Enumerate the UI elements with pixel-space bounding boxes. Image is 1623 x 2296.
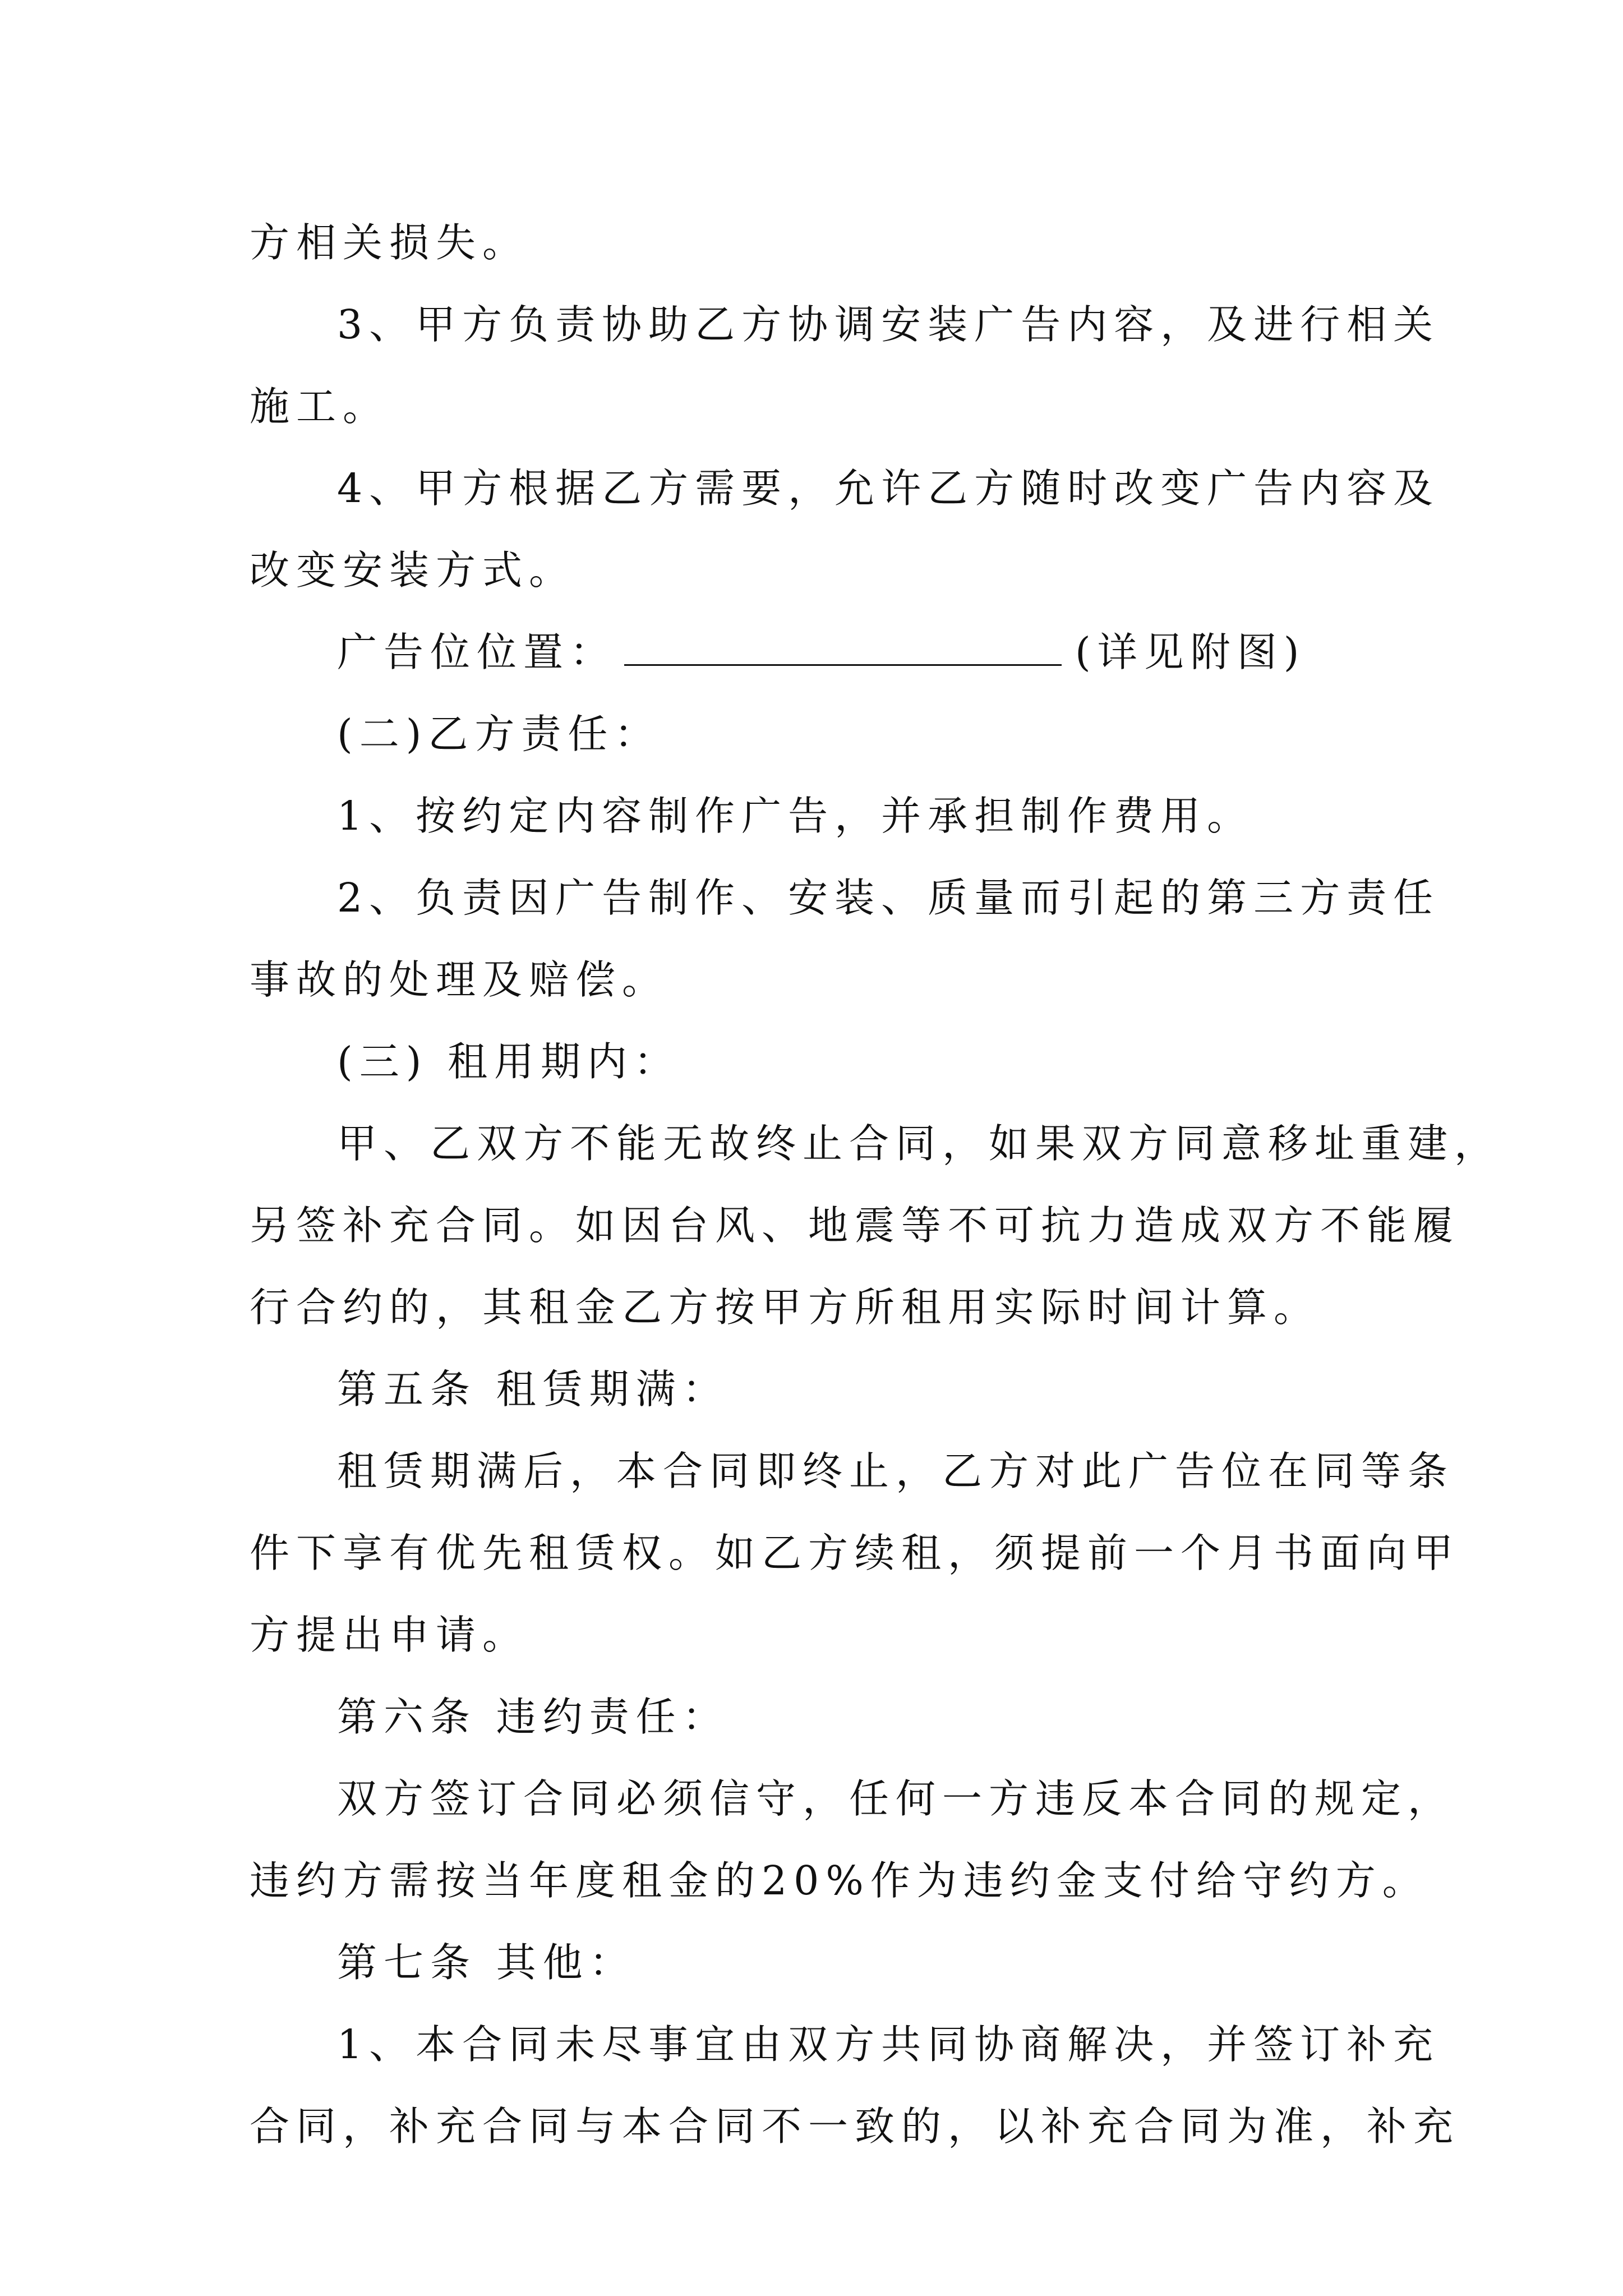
section-heading: (三) 租用期内：: [337, 1038, 680, 1085]
paragraph-line: 违约方需按当年度租金的20%作为违约金支付给守约方。: [250, 1857, 1429, 1904]
paragraph-line: 施工。: [250, 383, 390, 430]
section-heading: (二)乙方责任：: [337, 711, 661, 757]
paragraph-line: 事故的处理及赔偿。: [250, 956, 669, 1003]
paragraph-line: 1、按约定内容制作广告，并承担制作费用。: [337, 793, 1254, 839]
document-body: [250, 202, 1501, 2168]
ad-position-line: [250, 611, 1377, 693]
article-heading: 第五条 租赁期满：: [337, 1366, 729, 1412]
paragraph-line: 4、甲方根据乙方需要，允许乙方随时改变广告内容及: [337, 465, 1440, 512]
paragraph-line: 1、本合同未尽事宜由双方共同协商解决，并签订补充: [337, 2021, 1440, 2068]
paragraph-line: 方提出申请。: [250, 1612, 529, 1658]
article-heading: 第六条 违约责任：: [337, 1694, 729, 1740]
ad-position-note: (详见附图): [1075, 629, 1306, 675]
paragraph-line: 3、甲方负责协助乙方协调安装广告内容，及进行相关: [337, 301, 1440, 348]
paragraph-line: 合同，补充合同与本合同不一致的，以补充合同为准，补充: [250, 2103, 1460, 2150]
paragraph-line: 另签补充合同。如因台风、地震等不可抗力造成双方不能履: [250, 1202, 1460, 1249]
ad-position-label: 广告位位置：: [337, 629, 617, 675]
ad-position-blank: [624, 631, 1062, 666]
paragraph-line: 2、负责因广告制作、安装、质量而引起的第三方责任: [337, 875, 1440, 921]
paragraph-line: 方相关损失。: [250, 219, 529, 266]
paragraph-line: 件下享有优先租赁权。如乙方续租，须提前一个月书面向甲: [250, 1530, 1460, 1576]
paragraph-line: 租赁期满后，本合同即终止，乙方对此广告位在同等条: [337, 1448, 1455, 1494]
article-heading: 第七条 其他：: [337, 1939, 636, 1986]
paragraph-line: 改变安装方式。: [250, 547, 576, 593]
paragraph-line: 双方签订合同必须信守，任何一方违反本合同的规定，: [337, 1775, 1455, 1822]
paragraph-line: 甲、乙双方不能无故终止合同，如果双方同意移址重建，: [337, 1120, 1501, 1167]
paragraph-line: 行合约的，其租金乙方按甲方所租用实际时间计算。: [250, 1284, 1321, 1331]
